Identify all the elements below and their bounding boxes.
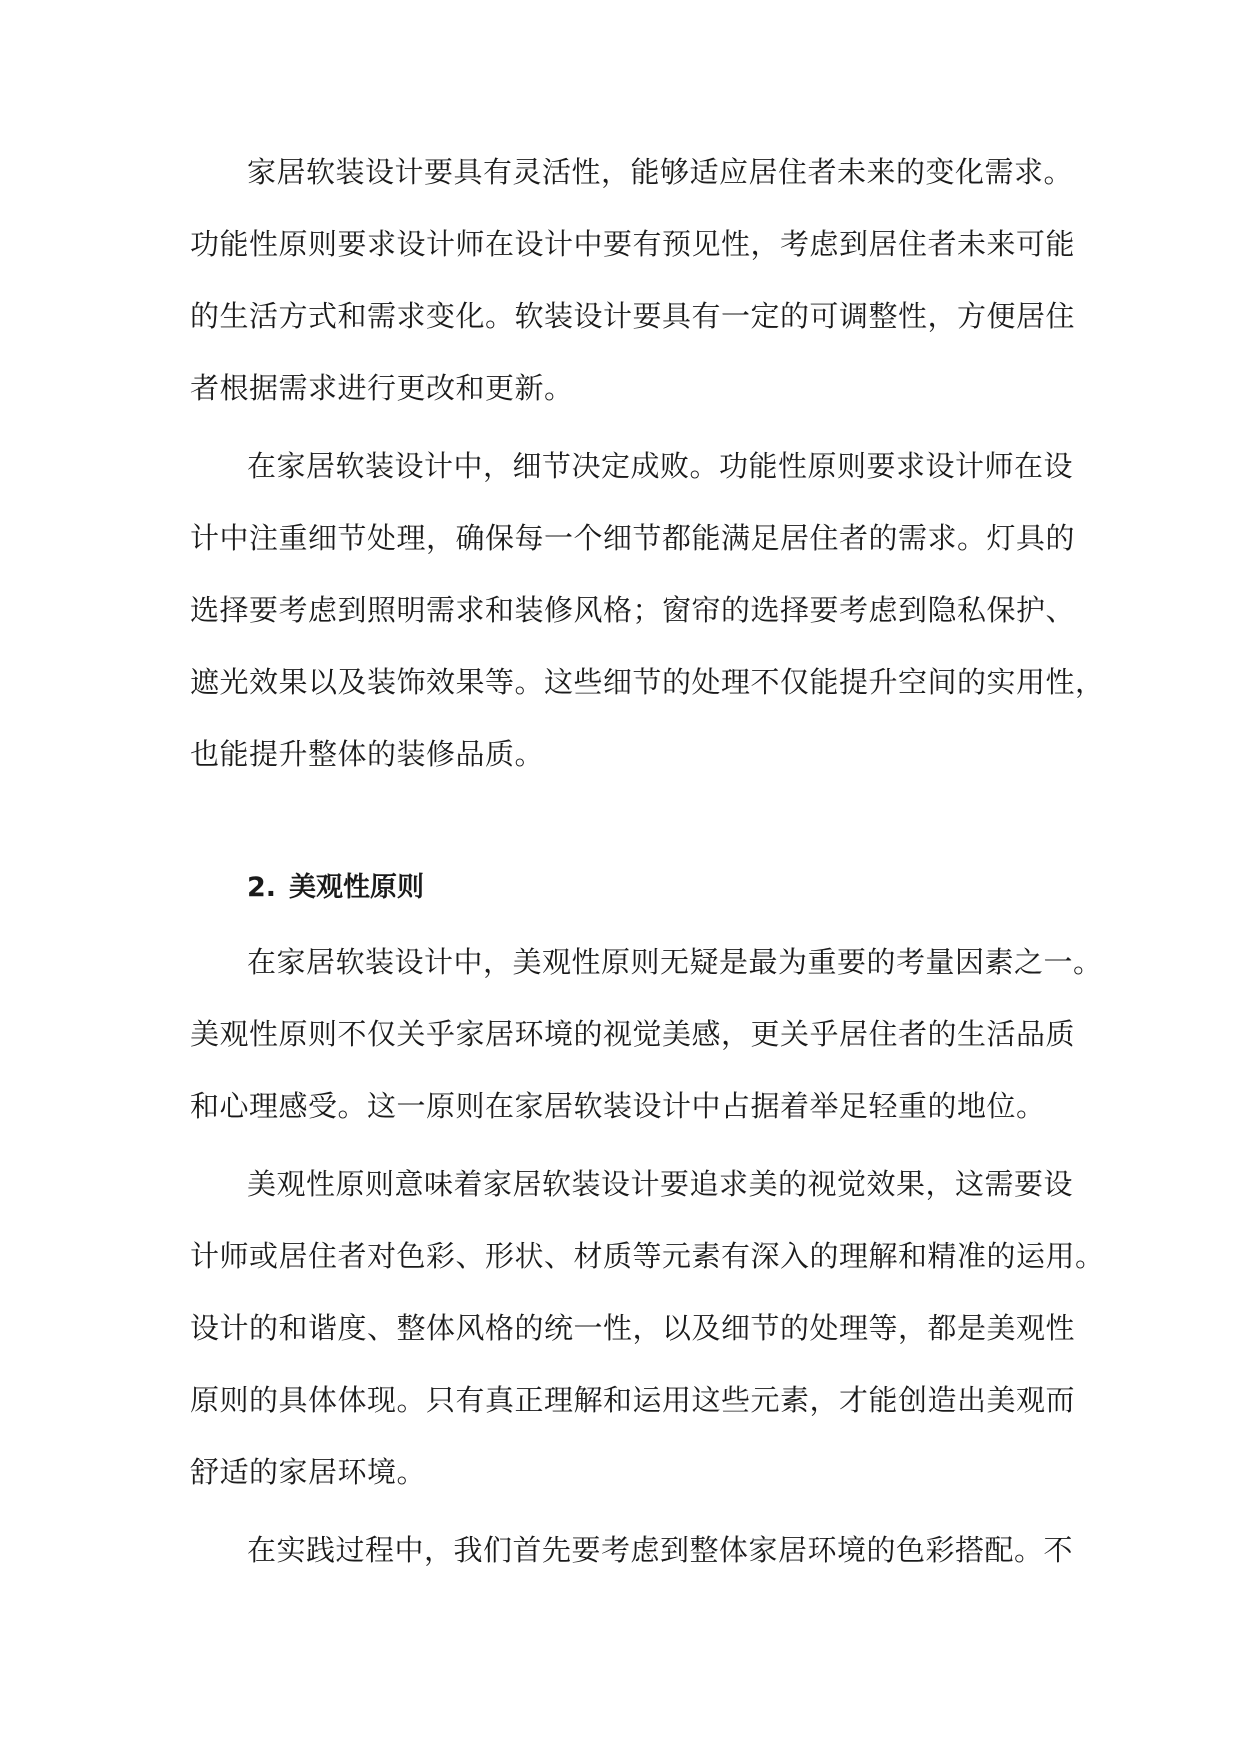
paragraph-2-line-3: 选择要考虑到照明需求和装修风格；窗帘的选择要考虑到隐私保护、 [190, 593, 1076, 627]
paragraph-4-line-3: 设计的和谐度、整体风格的统一性，以及细节的处理等，都是美观性 [190, 1311, 1076, 1345]
paragraph-2-line-5: 也能提升整体的装修品质。 [190, 737, 545, 771]
paragraph-2-line-1: 在家居软装设计中，细节决定成败。功能性原则要求设计师在设 [247, 449, 1074, 483]
paragraph-4-line-5: 舒适的家居环境。 [190, 1455, 427, 1489]
paragraph-1-line-4: 者根据需求进行更改和更新。 [190, 371, 574, 405]
section-heading [247, 866, 424, 910]
paragraph-4-line-1: 美观性原则意味着家居软装设计要追求美的视觉效果，这需要设 [247, 1167, 1074, 1201]
paragraph-2-line-2: 计中注重细节处理，确保每一个细节都能满足居住者的需求。灯具的 [190, 521, 1076, 555]
paragraph-1-line-1: 家居软装设计要具有灵活性，能够适应居住者未来的变化需求。 [247, 155, 1074, 189]
paragraph-3-line-3: 和心理感受。这一原则在家居软装设计中占据着举足轻重的地位。 [190, 1089, 1046, 1123]
paragraph-5-line-1: 在实践过程中，我们首先要考虑到整体家居环境的色彩搭配。不 [247, 1533, 1074, 1567]
paragraph-4-line-2: 计师或居住者对色彩、形状、材质等元素有深入的理解和精准的运用。 [190, 1239, 1105, 1273]
section-title: 美观性原则 [289, 872, 424, 903]
paragraph-3-line-2: 美观性原则不仅关乎家居环境的视觉美感，更关乎居住者的生活品质 [190, 1017, 1076, 1051]
paragraph-1-line-3: 的生活方式和需求变化。软装设计要具有一定的可调整性，方便居住 [190, 299, 1076, 333]
paragraph-3-line-1: 在家居软装设计中，美观性原则无疑是最为重要的考量因素之一。 [247, 945, 1103, 979]
paragraph-4-line-4: 原则的具体体现。只有真正理解和运用这些元素，才能创造出美观而 [190, 1383, 1076, 1417]
section-number: 2. [247, 872, 277, 903]
paragraph-2-line-4: 遮光效果以及装饰效果等。这些细节的处理不仅能提升空间的实用性， [190, 665, 1105, 699]
paragraph-1-line-2: 功能性原则要求设计师在设计中要有预见性，考虑到居住者未来可能 [190, 227, 1076, 261]
